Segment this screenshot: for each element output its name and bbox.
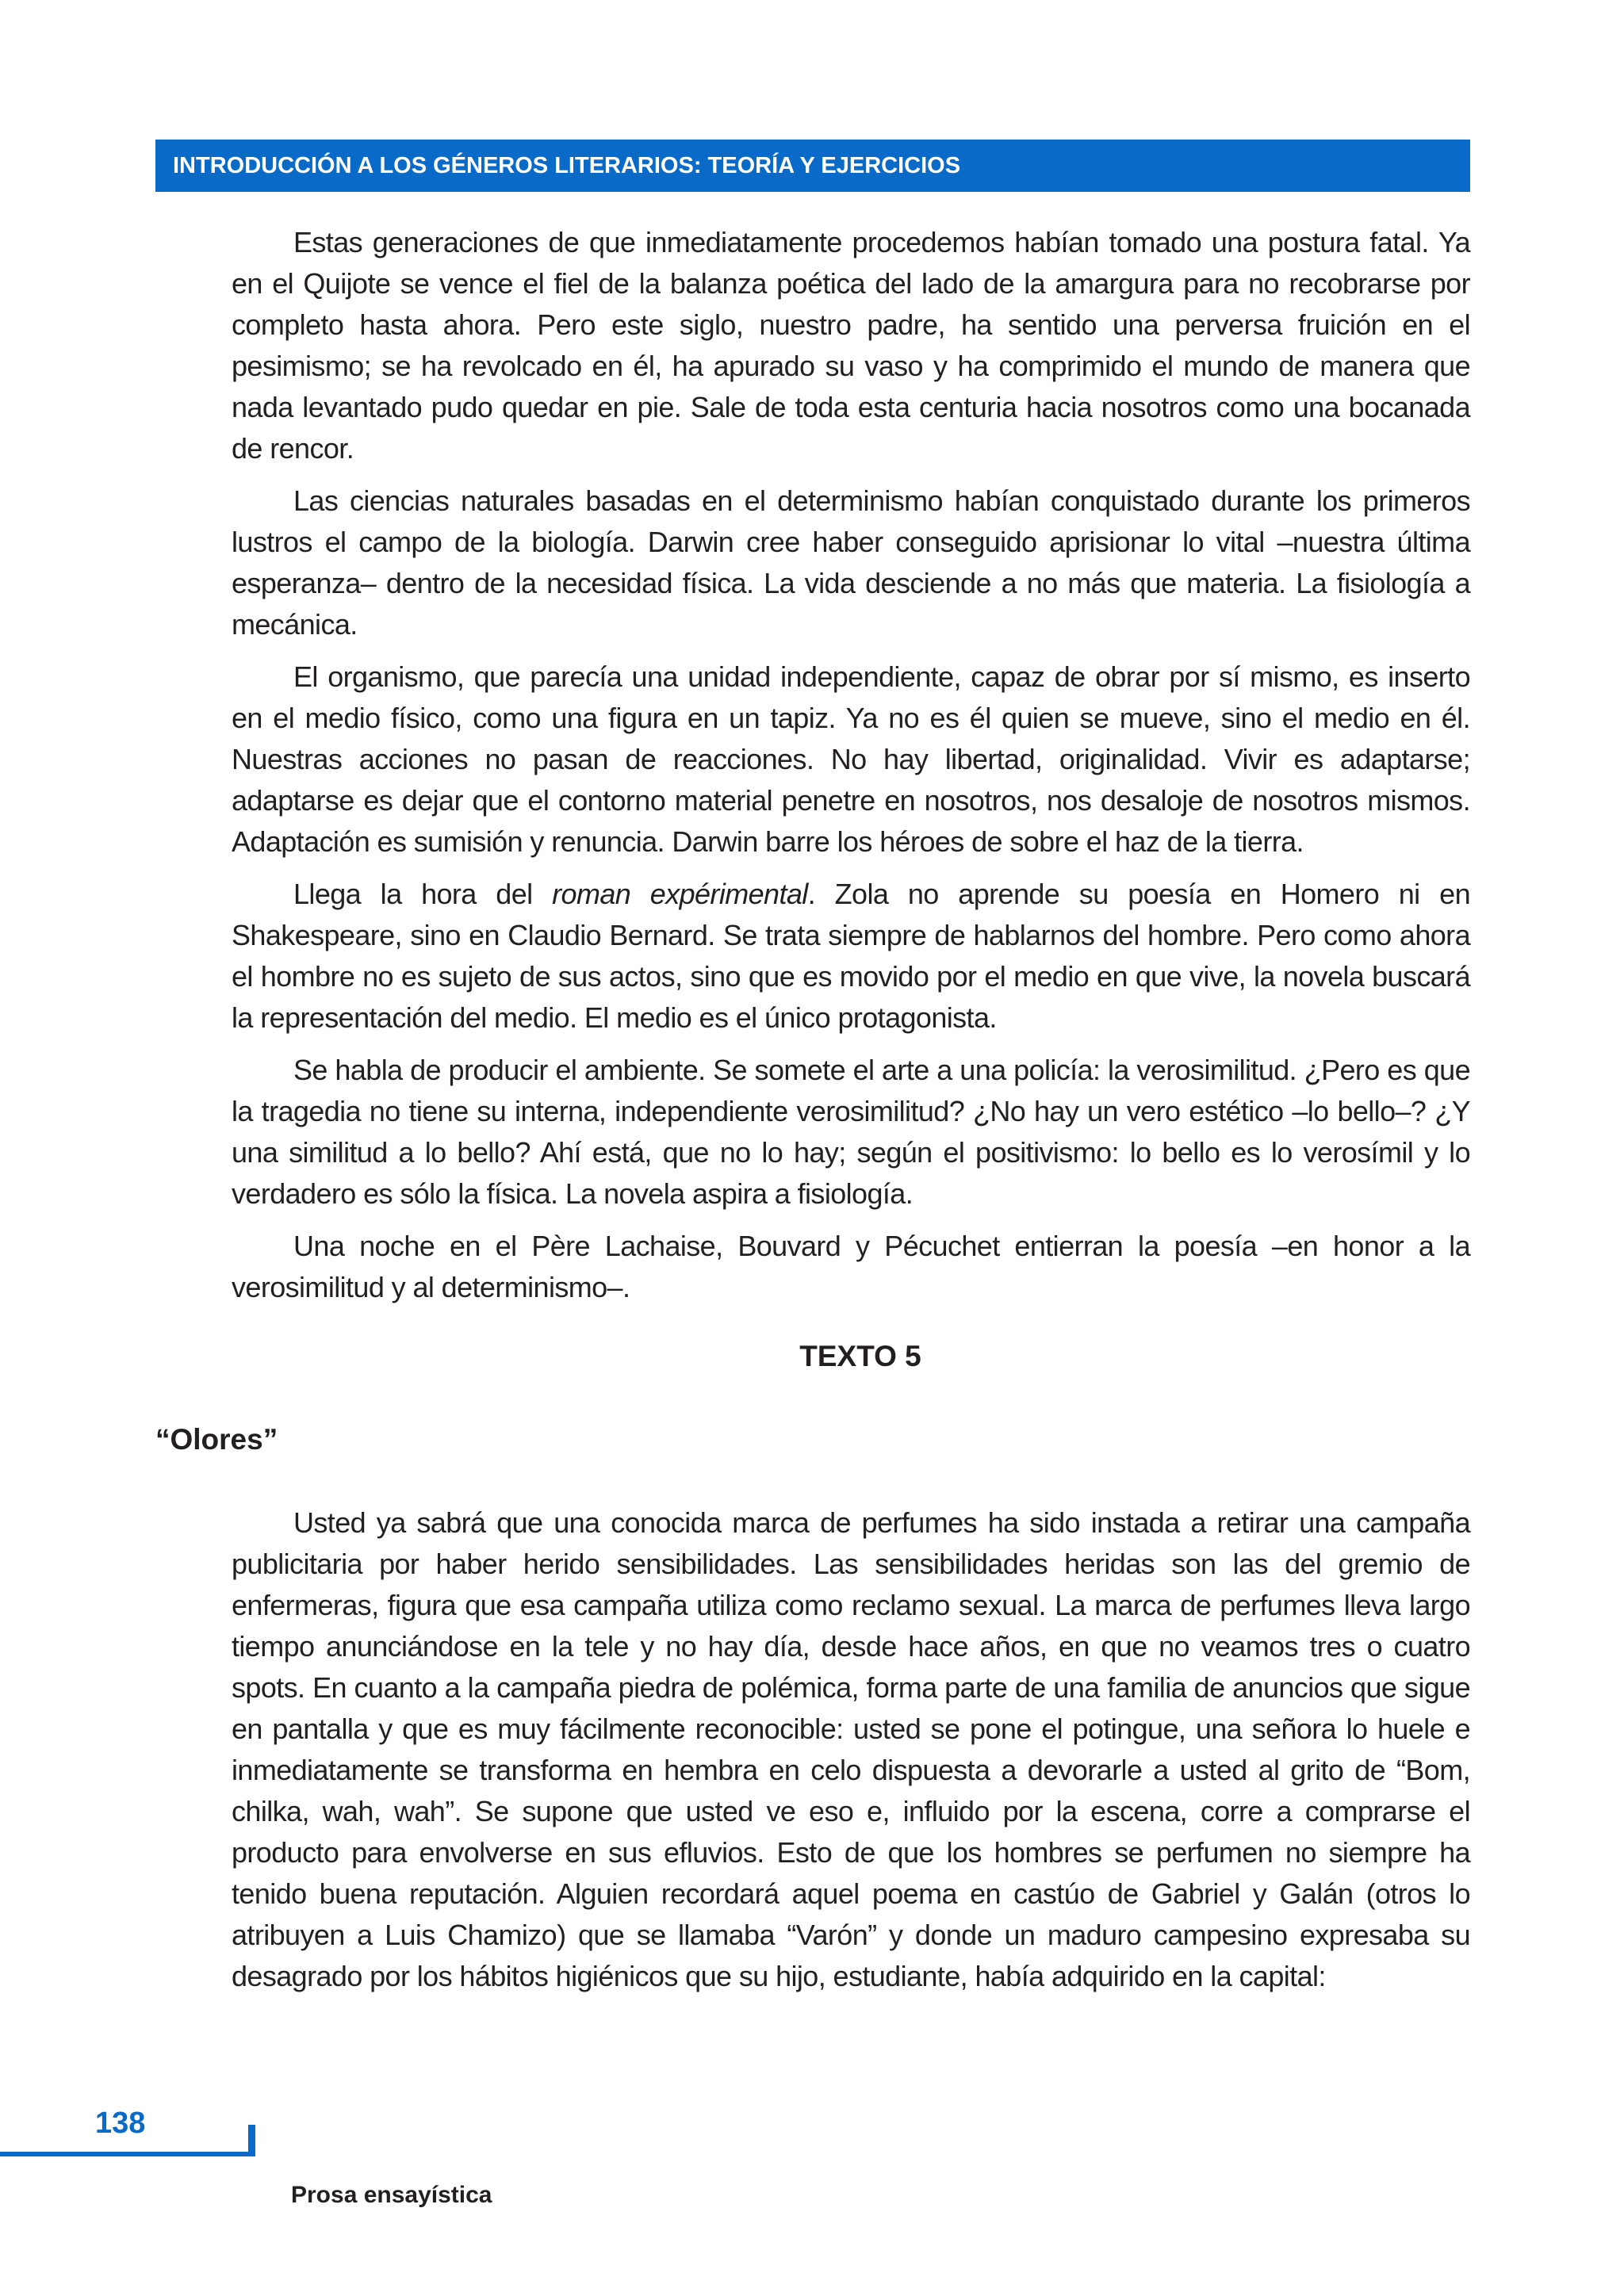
- paragraph-3: El organismo, que parecía una unidad independiente, capaz de obrar por sí mismo, es inserto en el medio físico, como una figura en un tapiz. Ya no es él quien se mueve, sino el medio en él. Nuestras acciones no pasan de reacciones. No hay libertad, originalidad. Vivir es adaptarse; adaptarse es dejar que el contorno material penetre en nosotros, nos desaloje de nosotros mismos. Adaptación es sumisión y renuncia. Darwin barre los héroes de sobre el haz de la tierra.: [232, 660, 1470, 858]
- footer-rule-vertical: [248, 2125, 255, 2156]
- body-text-block-2: [232, 1502, 1470, 2008]
- paragraph-olores: Usted ya sabrá que una conocida marca de perfumes ha sido instada a retirar una campaña publicitaria por haber herido sensibilidades. Las sensibilidades heridas son las del gremio de enfermeras, figura que esa campaña utiliza como reclamo sexual. La marca de perfumes lleva largo tiempo anunciándose en la tele y no hay día, desde hace años, en que no veamos tres o cuatro spots. En cuanto a la campaña piedra de polémica, forma parte de una familia de anuncios que sigue en pantalla y que es muy fácilmente reconocible: usted se pone el potingue, una señora lo huele e inmediatamente se transforma en hembra en celo dispuesta a devorarle a usted al grito de “Bom, chilka, wah, wah”. Se supone que usted ve eso e, influido por la escena, corre a comprarse el producto para envolverse en sus efluvios. Esto de que los hombres se perfumen no siempre ha tenido buena reputación. Alguien recordará aquel poema en castúo de Gabriel y Galán (otros lo atribuyen a Luis Chamizo) que se llamaba “Varón” y donde un maduro campesino expresaba su desagrado por los hábitos higiénicos que su hijo, estudiante, había adquirido en la capital:: [232, 1506, 1470, 1992]
- paragraph-2: Las ciencias naturales basadas en el determinismo habían conquistado durante los primeros lustros el campo de la biología. Darwin cree haber conseguido aprisionar lo vital –nuestra última esperanza– dentro de la necesidad física. La vida desciende a no más que materia. La fisiología a mecánica.: [232, 484, 1470, 641]
- paragraph-5: Se habla de producir el ambiente. Se somete el arte a una policía: la verosimilitud. ¿Pero es que la tragedia no tiene su interna, independiente verosimilitud? ¿No hay un vero estético –lo bello–? ¿Y una similitud a lo bello? Ahí está, que no lo hay; según el positivismo: lo bello es lo verosímil y lo verdadero es sólo la física. La novela aspira a fisiología.: [232, 1054, 1470, 1210]
- paragraph-4-rest: . Zola no aprende su poesía en Homero ni en Shakespeare, sino en Claudio Bernard. Se trata siempre de hablarnos del hombre. Pero como ahora el hombre no es sujeto de sus actos, sino que es movido por el medio en que vive, la novela buscará la representación del medio. El medio es el único protagonista.: [232, 878, 1470, 1034]
- page-number: 138: [95, 2107, 146, 2140]
- paragraph-1: Estas generaciones de que inmediatamente procedemos habían tomado una postura fatal. Ya en el Quijote se vence el fiel de la balanza poética del lado de la amargura para no recobrarse por completo hasta ahora. Pero este siglo, nuestro padre, ha sentido una perversa fruición en el pesimismo; se ha revolcado en él, ha apurado su vaso y ha comprimido el mundo de manera que nada levantado pudo quedar en pie. Sale de toda esta centuria hacia nosotros como una bocanada de rencor.: [232, 226, 1470, 465]
- paragraph-4-lead: Llega la hora del: [293, 878, 553, 910]
- footer-rule-horizontal: [0, 2152, 255, 2156]
- footer-section-label: Prosa ensayística: [291, 2182, 492, 2208]
- italic-term: roman expérimental: [552, 878, 808, 910]
- section-heading-text: TEXTO 5: [799, 1340, 921, 1372]
- body-text-block-1: [232, 222, 1470, 1319]
- section-heading: [0, 1340, 1624, 1373]
- paragraph-4: [232, 874, 1470, 1039]
- text-subtitle: “Olores”: [155, 1423, 278, 1456]
- running-header: INTRODUCCIÓN A LOS GÉNEROS LITERARIOS: TEORÍA Y EJERCICIOS: [155, 140, 1470, 192]
- paragraph-6: Una noche en el Père Lachaise, Bouvard y Pécuchet entierran la poesía –en honor a la verosimilitud y al determinismo–.: [232, 1230, 1470, 1303]
